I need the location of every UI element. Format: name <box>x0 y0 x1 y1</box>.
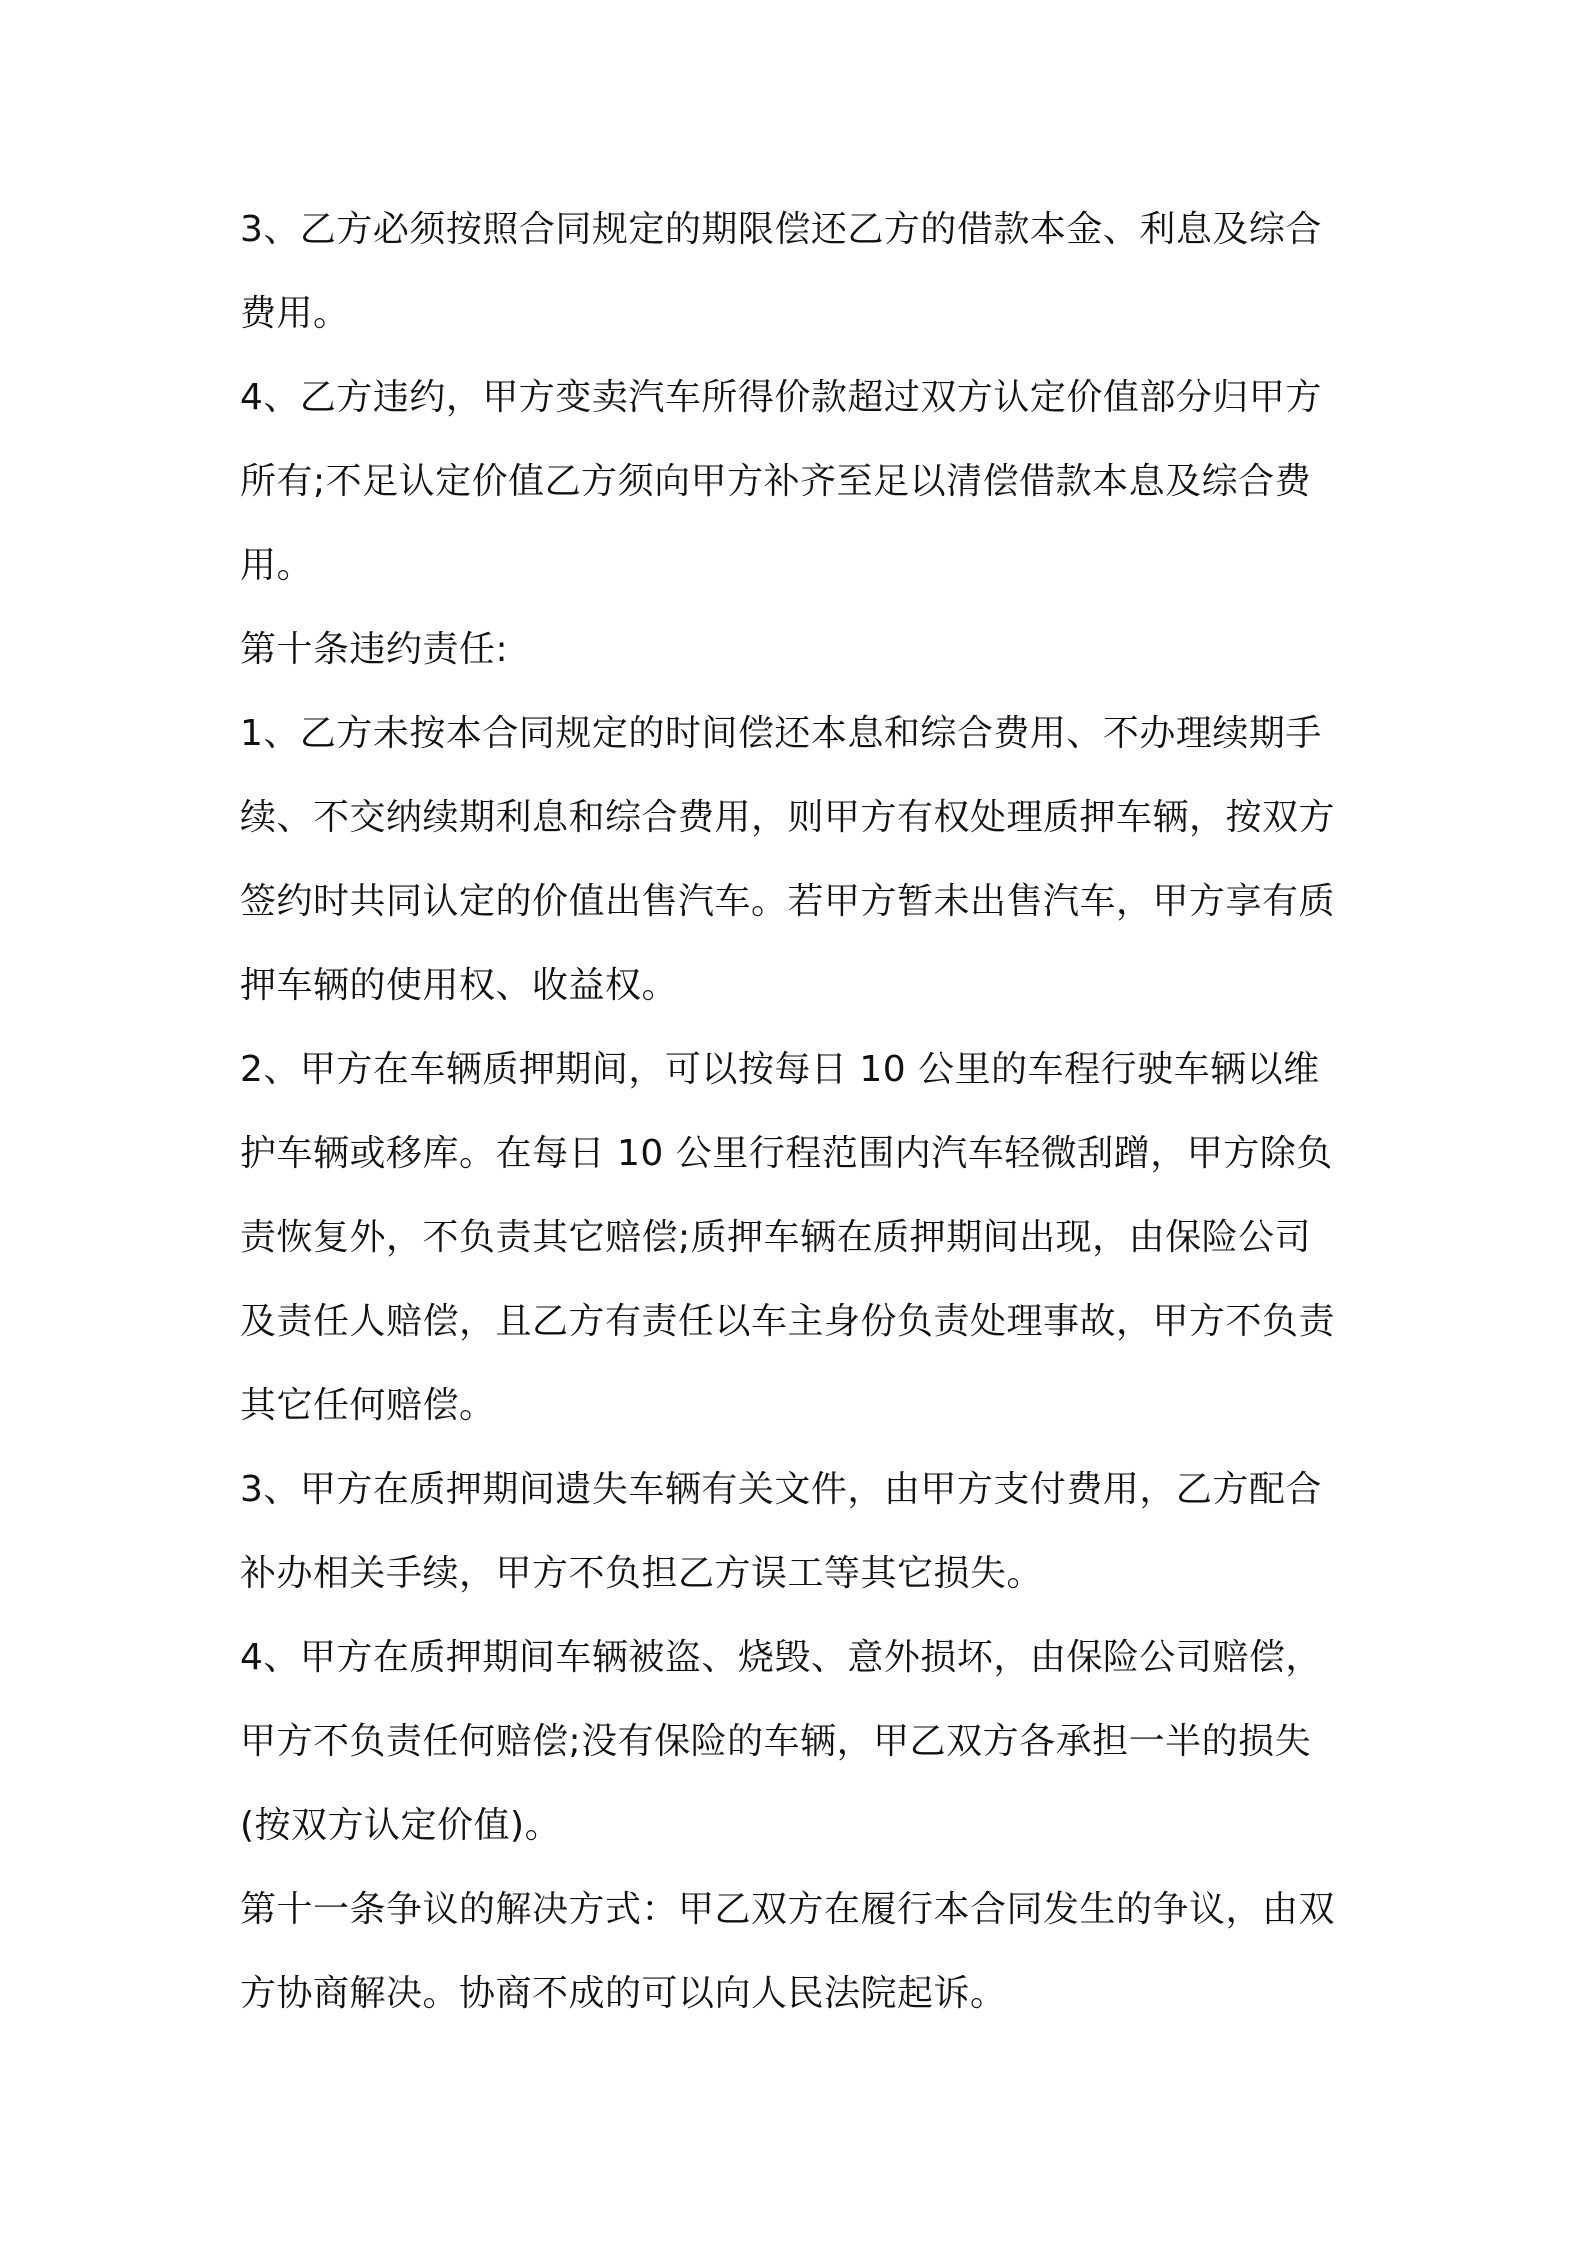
text-line: 责恢复外，不负责其它赔偿;质押车辆在质押期间出现，由保险公司 <box>240 1217 1312 1258</box>
text-line: 2、甲方在车辆质押期间，可以按每日 10 公里的车程行驶车辆以维 <box>240 1049 1320 1090</box>
text-line: 签约时共同认定的价值出售汽车。若甲方暂未出售汽车，甲方享有质 <box>240 881 1336 922</box>
text-line: 费用。 <box>240 293 350 334</box>
text-line: 3、甲方在质押期间遗失车辆有关文件，由甲方支付费用，乙方配合 <box>240 1469 1322 1510</box>
text-line: 续、不交纳续期利息和综合费用，则甲方有权处理质押车辆，按双方 <box>240 797 1336 838</box>
text-line: 甲方不负责任何赔偿;没有保险的车辆，甲乙双方各承担一半的损失 <box>240 1721 1312 1762</box>
text-line: 用。 <box>240 545 314 586</box>
text-line: 方协商解决。协商不成的可以向人民法院起诉。 <box>240 1973 1007 2014</box>
text-line: 及责任人赔偿，且乙方有责任以车主身份负责处理事故，甲方不负责 <box>240 1301 1336 1342</box>
text-line: 其它任何赔偿。 <box>240 1385 496 1426</box>
text-line: 补办相关手续，甲方不负担乙方误工等其它损失。 <box>240 1553 1044 1594</box>
section-heading: 第十一条争议的解决方式：甲乙双方在履行本合同发生的争议，由双 <box>240 1889 1336 1930</box>
text-line: 1、乙方未按本合同规定的时间偿还本息和综合费用、不办理续期手 <box>240 713 1322 754</box>
text-line: (按双方认定价值)。 <box>240 1805 562 1846</box>
text-line: 4、乙方违约，甲方变卖汽车所得价款超过双方认定价值部分归甲方 <box>240 377 1322 418</box>
document-body <box>240 198 1360 2046</box>
text-line: 押车辆的使用权、收益权。 <box>240 965 679 1006</box>
text-line: 3、乙方必须按照合同规定的期限偿还乙方的借款本金、利息及综合 <box>240 209 1322 250</box>
text-line: 护车辆或移库。在每日 10 公里行程范围内汽车轻微刮蹭，甲方除负 <box>240 1133 1333 1174</box>
text-line: 4、甲方在质押期间车辆被盗、烧毁、意外损坏，由保险公司赔偿， <box>240 1637 1322 1678</box>
section-heading: 第十条违约责任: <box>240 629 509 670</box>
text-line: 所有;不足认定价值乙方须向甲方补齐至足以清偿借款本息及综合费 <box>240 461 1312 502</box>
